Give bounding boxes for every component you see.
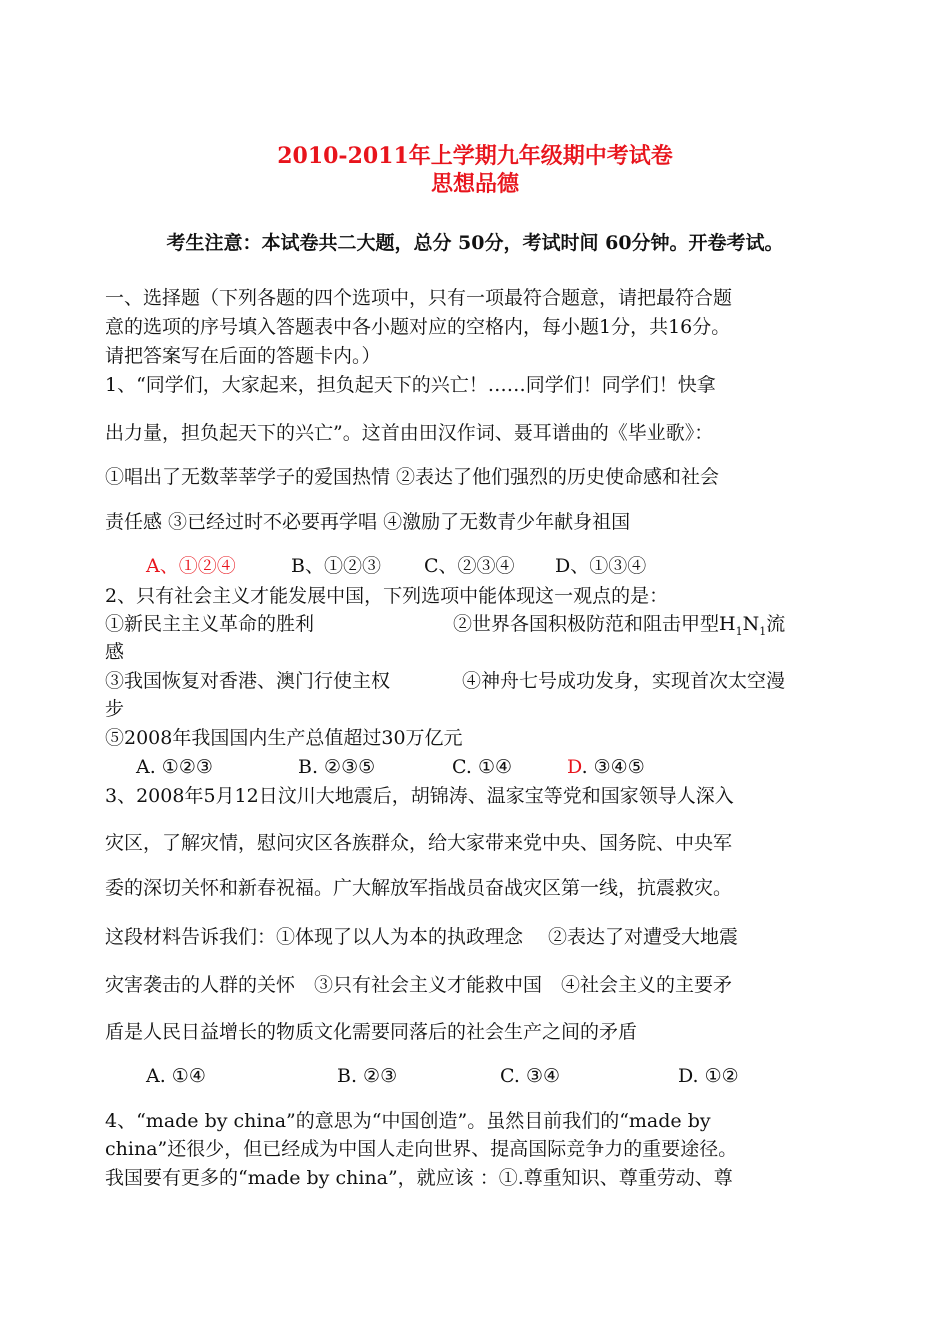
option-b: B、①②③: [291, 555, 381, 577]
exam-title: 2010-2011年上学期九年级期中考试卷: [277, 143, 673, 169]
question-2-item-wrap: 步: [105, 698, 125, 720]
question-2-item: ①新民主主义革命的胜利: [105, 613, 315, 635]
option-a: A、①②④: [146, 555, 236, 577]
section-instructions-line: 一、选择题（下列各题的四个选项中，只有一项最符合题意，请把最符合题: [105, 287, 733, 309]
option-a: A. ①②③: [136, 756, 213, 778]
option-c: C. ③④: [500, 1065, 561, 1087]
question-2-item: ⑤2008年我国国内生产总值超过30万亿元: [105, 727, 463, 749]
question-2-item: ②世界各国积极防范和阻击甲型$H_1N_1$流: [453, 613, 786, 638]
question-4-line: 4、“made by china”的意思为“中国创造”。虽然目前我们的“made by: [105, 1110, 711, 1132]
question-3-line: 灾区，了解灾情，慰问灾区各族群众，给大家带来党中央、国务院、中央军: [105, 832, 733, 854]
question-2-item: ④神舟七号成功发身，实现首次太空漫: [462, 670, 786, 692]
question-3-line: 这段材料告诉我们：①体现了以人为本的执政理念 ②表达了对遭受大地震: [105, 926, 739, 948]
question-1-line: 出力量，担负起天下的兴亡”。这首由田汉作词、聂耳谱曲的《毕业歌》：: [105, 422, 714, 444]
question-4-line: china”还很少，但已经成为中国人走向世界、提高国际竞争力的重要途径。: [105, 1138, 738, 1160]
question-1-line: 1、“同学们，大家起来，担负起天下的兴亡！……同学们！同学们！快拿: [105, 374, 716, 396]
question-3-line: 盾是人民日益增长的物质文化需要同落后的社会生产之间的矛盾: [105, 1021, 638, 1043]
option-d-letter: D: [567, 756, 582, 778]
question-1-line: ①唱出了无数莘莘学子的爱国热情 ②表达了他们强烈的历史使命感和社会: [105, 466, 720, 488]
question-2-stem: 2、只有社会主义才能发展中国，下列选项中能体现这一观点的是：: [105, 585, 669, 607]
exam-subject: 思想品德: [430, 171, 519, 197]
option-c: C、②③④: [424, 555, 515, 577]
question-3-line: 委的深切关怀和新春祝福。广大解放军指战员奋战灾区第一线，抗震救灾。: [105, 877, 733, 899]
question-3-line: 灾害袭击的人群的关怀 ③只有社会主义才能救中国 ④社会主义的主要矛: [105, 974, 733, 996]
question-2-item: ③我国恢复对香港、澳门行使主权: [105, 670, 391, 692]
option-d: [567, 755, 645, 779]
option-a: A. ①④: [146, 1065, 206, 1087]
question-3-line: 3、2008年5月12日汶川大地震后，胡锦涛、温家宝等党和国家领导人深入: [105, 785, 734, 807]
option-c: C. ①④: [452, 756, 513, 778]
question-1-line: 责任感 ③已经过时不必要再学唱 ④激励了无数青少年献身祖国: [105, 511, 631, 533]
option-d: D、①③④: [555, 555, 647, 577]
question-2-item-wrap: 感: [105, 641, 125, 663]
option-d-text: . ③④⑤: [581, 756, 645, 778]
section-instructions-line: 意的选项的序号填入答题表中各小题对应的空格内，每小题1分，共16分。: [105, 316, 731, 338]
question-4-line: 我国要有更多的“made by china”，就应该 ：①.尊重知识、尊重劳动、尊: [105, 1167, 733, 1189]
option-b: B. ②③⑤: [298, 756, 376, 778]
option-d: D. ①②: [678, 1065, 739, 1087]
section-instructions-line: 请把答案写在后面的答题卡内。）: [105, 345, 381, 367]
option-b: B. ②③: [337, 1065, 398, 1087]
exam-notice: 考生注意：本试卷共二大题，总分 50分，考试时间 60分钟。开卷考试。: [166, 232, 784, 254]
